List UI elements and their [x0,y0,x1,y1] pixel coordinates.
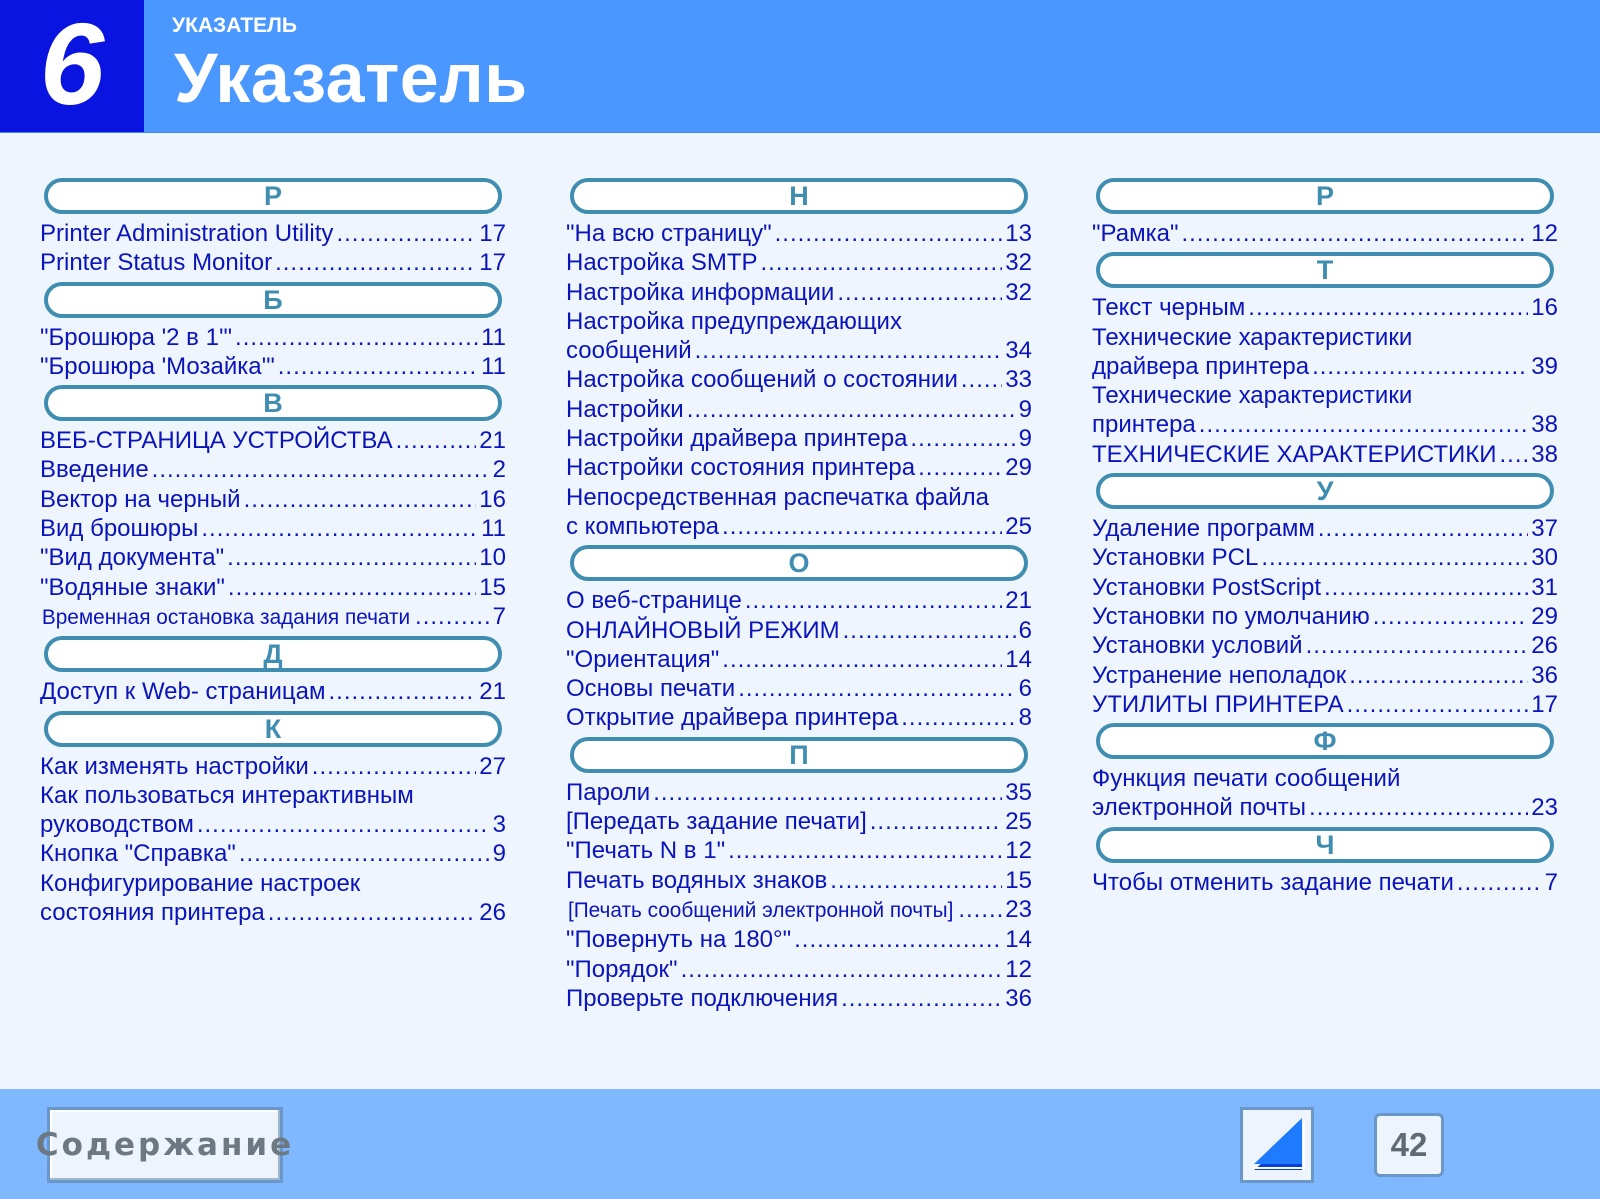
index-entry[interactable] [40,898,506,927]
index-entry-text: "Водяные знаки" [40,573,225,601]
index-entry[interactable] [566,836,1032,865]
index-page-number: 17 [479,249,506,277]
index-entry-text: состояния принтера [40,899,265,927]
index-entry-text: Printer Administration Utility [40,220,334,247]
index-page-number: 11 [481,323,506,351]
index-entry-text: ВЕБ-СТРАНИЦА УСТРОЙСТВА [40,427,393,455]
index-entry[interactable] [1092,602,1558,631]
index-letter-header: У [1096,473,1554,509]
index-page-number: 15 [1005,866,1032,894]
dot-leader [870,807,1003,836]
dot-leader [336,219,476,248]
index-page-number: 32 [1005,249,1032,277]
index-page-number: 25 [1005,512,1032,540]
index-entry[interactable] [566,616,1032,645]
index-entry-text: сообщений [566,337,692,365]
index-page-number: 21 [1005,587,1032,615]
dot-leader [843,616,1016,645]
index-entry[interactable] [40,602,506,632]
index-entry[interactable] [1092,293,1558,322]
dot-leader [275,248,476,277]
index-letter-header: Ф [1096,723,1554,759]
index-page-number: 9 [1018,425,1032,453]
dot-leader [775,219,1003,248]
dot-leader [958,895,1002,924]
dot-leader [235,323,478,352]
dot-leader [152,455,490,484]
index-page-number: 23 [1005,895,1032,923]
index-entry[interactable] [40,455,506,484]
index-entry[interactable] [40,323,506,352]
index-letter-header: Ч [1096,827,1554,863]
dot-leader [1349,661,1528,690]
dot-leader [268,898,477,927]
index-entry[interactable] [40,810,506,839]
index-entry-text: Кнопка "Справка" [40,840,236,868]
index-page-number: 14 [1005,645,1032,673]
index-page-number: 39 [1531,352,1558,380]
index-entry-text: Установки по умолчанию [1092,602,1370,630]
index-entry[interactable] [40,426,506,455]
index-entry-text: "На всю страницу" [566,220,772,247]
index-entry[interactable] [1092,440,1558,469]
dot-leader [687,395,1016,424]
index-letter-header: О [570,545,1028,581]
dot-leader [901,703,1015,732]
dot-leader [918,453,1002,482]
index-entry[interactable] [566,424,1032,453]
dot-leader [201,514,478,543]
index-entry-text: "Печать N в 1" [566,837,726,865]
index-page-number: 34 [1005,337,1032,365]
index-entry-text: "Повернуть на 180°" [566,926,792,954]
dot-leader [239,839,490,868]
index-page-number: 17 [479,220,506,247]
index-entry[interactable] [40,219,506,248]
index-page-number: 21 [479,427,506,455]
index-entry-text: "Брошюра '2 в 1'" [40,323,233,351]
index-page-number: 26 [1531,632,1558,660]
index-entry-text: Вектор на черный [40,485,241,513]
dot-leader [653,778,1002,807]
index-entry[interactable] [40,352,506,381]
index-page-number: 11 [481,352,506,380]
index-entry[interactable] [40,752,506,781]
dot-leader [1306,631,1529,660]
index-entry-text: Введение [40,456,149,484]
index-entry[interactable] [566,512,1032,541]
index-page-number: 25 [1005,808,1032,836]
index-entry-text: [Передать задание печати] [566,808,867,836]
page-title: Указатель [174,39,528,117]
index-entry[interactable] [566,925,1032,954]
dot-leader [841,984,1002,1013]
index-page-number: 29 [1531,602,1558,630]
index-page-number: 14 [1005,926,1032,954]
index-entry-text: "Порядок" [566,955,678,983]
index-entry-text: Настройка информации [566,278,835,306]
dot-leader [228,573,476,602]
index-entry-text: руководством [40,811,194,839]
index-entry[interactable] [566,336,1032,365]
index-entry[interactable] [566,703,1032,732]
dot-leader [1373,602,1529,631]
index-entry-text[interactable]: Как пользоваться интерактивным [40,781,414,809]
index-page-number: 9 [1018,395,1032,423]
index-entry[interactable] [40,514,506,543]
index-entry-text: Пароли [566,778,651,806]
index-column-3 [1092,174,1558,897]
index-entry-text: Printer Status Monitor [40,249,273,277]
index-entry[interactable] [566,395,1032,424]
dot-leader [278,352,478,381]
index-page-number: 7 [492,602,506,630]
dot-leader [244,485,477,514]
index-entry-text[interactable]: Технические характеристики [1092,323,1413,351]
index-column-1 [40,174,506,927]
index-letter-header: Д [44,636,502,672]
index-entry-text: Настройки драйвера принтера [566,425,908,453]
index-entry[interactable] [40,573,506,602]
index-page-number: 16 [1531,294,1558,322]
index-entry[interactable] [566,365,1032,394]
dot-leader [396,426,477,455]
index-column-2 [566,174,1032,1013]
index-entry-text: "Вид документа" [40,544,225,572]
dot-leader [312,752,477,781]
dot-leader [722,512,1002,541]
index-entry-text: ОНЛАЙНОВЫЙ РЕЖИМ [566,616,840,644]
index-entry-text: "Ориентация" [566,645,720,673]
index-entry[interactable] [1092,661,1558,690]
index-entry[interactable] [566,248,1032,277]
index-entry[interactable] [566,895,1032,925]
index-entry[interactable] [566,278,1032,307]
dot-leader [830,866,1002,895]
index-entry-text: Удаление программ [1092,515,1315,543]
index-entry-text: Печать водяных знаков [566,866,828,894]
index-page-number: 6 [1018,675,1032,703]
index-page-number: 29 [1005,454,1032,482]
index-entry[interactable] [40,248,506,277]
index-entry-text: электронной почты [1092,794,1307,822]
index-entry[interactable] [1092,868,1558,897]
index-entry[interactable] [566,955,1032,984]
index-page-number: 33 [1005,366,1032,394]
dot-leader [1261,543,1528,572]
dot-leader [1199,410,1529,439]
index-entry[interactable] [40,543,506,572]
index-entry-text: Настройки состояния принтера [566,454,916,482]
index-entry[interactable] [566,586,1032,615]
page-number: 42 [1374,1113,1444,1177]
dot-leader [681,955,1003,984]
dot-leader [794,925,1002,954]
page-footer [0,1089,1600,1199]
index-letter-header: Н [570,178,1028,214]
index-entry-text[interactable]: Непосредственная распечатка файла [566,483,989,511]
index-entry-text: Установки PostScript [1092,573,1322,601]
index-entry-text: Настройка SMTP [566,249,758,277]
index-entry-text: Основы печати [566,675,736,703]
dot-leader [728,836,1002,865]
index-page-number: 16 [479,485,506,513]
dot-leader [1181,219,1528,248]
index-page-number: 36 [1005,984,1032,1012]
index-letter-header: Т [1096,252,1554,288]
dot-leader [227,543,476,572]
index-entry[interactable] [566,645,1032,674]
index-page-number: 9 [492,840,506,868]
index-entry-text: Устранение неполадок [1092,661,1347,689]
page-header [0,0,1600,133]
index-page-number: 37 [1531,515,1558,543]
index-page-number: 38 [1531,440,1558,468]
index-entry-text: УТИЛИТЫ ПРИНТЕРА [1092,690,1344,718]
index-entry[interactable] [40,839,506,868]
dot-leader [197,810,490,839]
index-entry-text: Настройки [566,395,684,423]
index-entry-text: "Рамка" [1092,220,1179,247]
index-entry[interactable] [1092,631,1558,660]
index-entry[interactable] [566,219,1032,248]
index-entry-text: Настройка сообщений о состоянии [566,366,958,394]
index-entry-text: Установки PCL [1092,544,1259,572]
index-page-number: 32 [1005,278,1032,306]
index-page-number: 8 [1018,704,1032,732]
index-letter-header: В [44,385,502,421]
index-page-number: 3 [492,811,506,839]
dot-leader [415,602,490,631]
index-entry-text: Вид брошюры [40,515,199,543]
index-entry-text: [Печать сообщений электронной почты] [567,898,954,922]
index-entry-text[interactable]: Настройка предупреждающих [566,307,902,335]
dot-leader [1347,690,1529,719]
index-entry-text: с компьютера [566,512,720,540]
chapter-number: 6 [39,0,105,129]
index-entry-text: Временная остановка задания печати [41,605,411,629]
index-page-number: 6 [1018,616,1032,644]
index-page-number: 15 [479,573,506,601]
index-page-number: 30 [1531,544,1558,572]
back-arrow-icon [1246,1114,1308,1176]
dot-leader [1457,868,1542,897]
dot-leader [745,586,1002,615]
index-page-number: 31 [1531,573,1558,601]
index-entry[interactable] [566,778,1032,807]
dot-leader [1324,573,1528,602]
index-entry-text[interactable]: Функция печати сообщений [1092,765,1401,793]
index-letter-header: Б [44,282,502,318]
index-entry[interactable] [566,807,1032,836]
index-letter-header: К [44,711,502,747]
index-page-number: 35 [1005,778,1032,806]
index-entry-text: принтера [1092,411,1196,439]
dot-leader [837,278,1002,307]
dot-leader [722,645,1002,674]
index-entry[interactable] [1092,219,1558,248]
index-page-number: 12 [1531,220,1558,247]
dot-leader [1318,514,1528,543]
contents-button[interactable]: Содержание [47,1107,283,1183]
section-label: УКАЗАТЕЛЬ [172,14,297,37]
index-page-number: 13 [1005,220,1032,247]
index-entry-text: Текст черным [1092,294,1246,322]
index-page-number: 12 [1005,837,1032,865]
dot-leader [695,336,1003,365]
dot-leader [910,424,1015,453]
index-entry[interactable] [1092,793,1558,822]
dot-leader [961,365,1002,394]
index-page-number: 7 [1544,868,1558,896]
index-page-number: 23 [1531,794,1558,822]
index-entry-text: Проверьте подключения [566,984,839,1012]
index-letter-header: Р [1096,178,1554,214]
dot-leader [1500,440,1529,469]
dot-leader [1309,793,1528,822]
index-letter-header: П [570,737,1028,773]
index-entry-text: Чтобы отменить задание печати [1092,868,1454,896]
chapter-badge [0,0,144,132]
index-entry[interactable] [1092,573,1558,602]
index-entry[interactable] [566,984,1032,1013]
index-entry-text: драйвера принтера [1092,352,1310,380]
index-entry-text: "Брошюра 'Мозайка'" [40,352,275,380]
index-page-number: 17 [1531,690,1558,718]
index-page-number: 21 [479,678,506,706]
index-entry[interactable] [1092,410,1558,439]
index-entry[interactable] [566,866,1032,895]
index-entry-text: Доступ к Web- страницам [40,678,326,706]
index-page-number: 11 [481,515,506,543]
dot-leader [1312,352,1528,381]
index-letter-header: P [44,178,502,214]
index-page-number: 26 [479,899,506,927]
index-entry[interactable] [1092,352,1558,381]
dot-leader [1248,293,1528,322]
index-page-number: 10 [479,544,506,572]
index-entry[interactable] [40,485,506,514]
index-page-number: 12 [1005,955,1032,983]
index-entry-text: Установки условий [1092,632,1303,660]
index-entry-text: О веб-странице [566,587,742,615]
index-page-number: 36 [1531,661,1558,689]
index-entry-text: Открытие драйвера принтера [566,704,899,732]
index-page-number: 27 [479,752,506,780]
index-entry[interactable] [1092,690,1558,719]
index-entry[interactable] [1092,543,1558,572]
dot-leader [328,677,476,706]
index-entry[interactable] [1092,514,1558,543]
index-entry-text[interactable]: Конфигурирование настроек [40,869,361,897]
dot-leader [738,674,1015,703]
index-entry-text: Как изменять настройки [40,752,309,780]
back-button[interactable] [1240,1107,1314,1183]
index-entry[interactable] [40,677,506,706]
index-entry[interactable] [566,453,1032,482]
index-entry[interactable] [566,674,1032,703]
index-page-number: 2 [492,456,506,484]
dot-leader [760,248,1002,277]
index-entry-text: ТЕХНИЧЕСКИЕ ХАРАКТЕРИСТИКИ [1092,440,1497,468]
index-entry-text[interactable]: Технические характеристики [1092,382,1413,410]
index-page-number: 38 [1531,411,1558,439]
